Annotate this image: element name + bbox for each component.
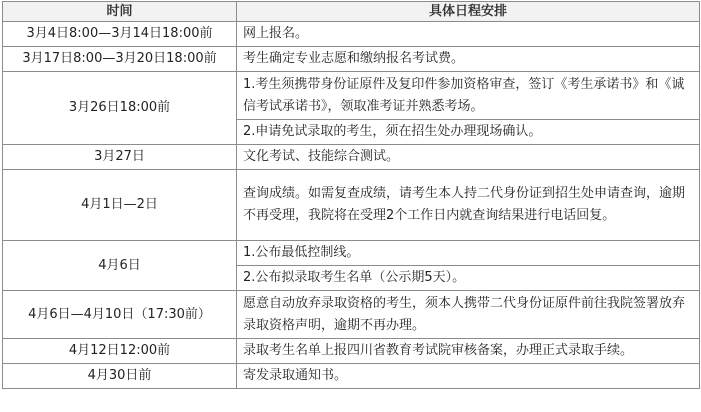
row-time: 3月4日8:00—3月14日18:00前 bbox=[3, 22, 237, 47]
row-desc: 愿意自动放弃录取资格的考生，须本人携带二代身份证原件前往我院签署放弃录取资格声明，逾期不再办理。 bbox=[237, 291, 700, 339]
table-row bbox=[3, 291, 700, 339]
row-time: 4月6日—4月10日（17:30前） bbox=[3, 291, 237, 339]
table-row bbox=[3, 22, 700, 47]
table-row bbox=[3, 47, 700, 72]
header-plan: 具体日程安排 bbox=[237, 2, 700, 22]
row-desc: 考生确定专业志愿和缴纳报名考试费。 bbox=[237, 47, 700, 72]
table-row bbox=[3, 241, 700, 266]
row-desc: 文化考试、技能综合测试。 bbox=[237, 145, 700, 170]
row-desc: 2.申请免试录取的考生，须在招生处办理现场确认。 bbox=[237, 120, 700, 145]
table-row bbox=[3, 170, 700, 241]
row-time: 3月27日 bbox=[3, 145, 237, 170]
row-time: 4月6日 bbox=[3, 241, 237, 291]
row-desc: 查询成绩。如需复查成绩，请考生本人持二代身份证到招生处申请查询，逾期不再受理，我院将在受理2个工作日内就查询结果进行电话回复。 bbox=[237, 170, 700, 241]
schedule-table bbox=[2, 1, 700, 389]
row-time: 3月26日18:00前 bbox=[3, 72, 237, 145]
row-desc: 1.公布最低控制线。 bbox=[237, 241, 700, 266]
row-desc: 录取考生名单上报四川省教育考试院审核备案，办理正式录取手续。 bbox=[237, 339, 700, 364]
row-desc: 网上报名。 bbox=[237, 22, 700, 47]
row-desc: 2.公布拟录取考生名单（公示期5天）。 bbox=[237, 266, 700, 291]
row-desc: 寄发录取通知书。 bbox=[237, 364, 700, 389]
table-header-row bbox=[3, 2, 700, 22]
table-row bbox=[3, 339, 700, 364]
row-time: 3月17日8:00—3月20日18:00前 bbox=[3, 47, 237, 72]
row-time: 4月12日12:00前 bbox=[3, 339, 237, 364]
table-row bbox=[3, 145, 700, 170]
row-time: 4月30日前 bbox=[3, 364, 237, 389]
row-time: 4月1日—2日 bbox=[3, 170, 237, 241]
table-row bbox=[3, 72, 700, 120]
table-row bbox=[3, 364, 700, 389]
row-desc: 1.考生须携带身份证原件及复印件参加资格审查，签订《考生承诺书》和《诚信考试承诺书》，领取准考证并熟悉考场。 bbox=[237, 72, 700, 120]
header-time: 时间 bbox=[3, 2, 237, 22]
